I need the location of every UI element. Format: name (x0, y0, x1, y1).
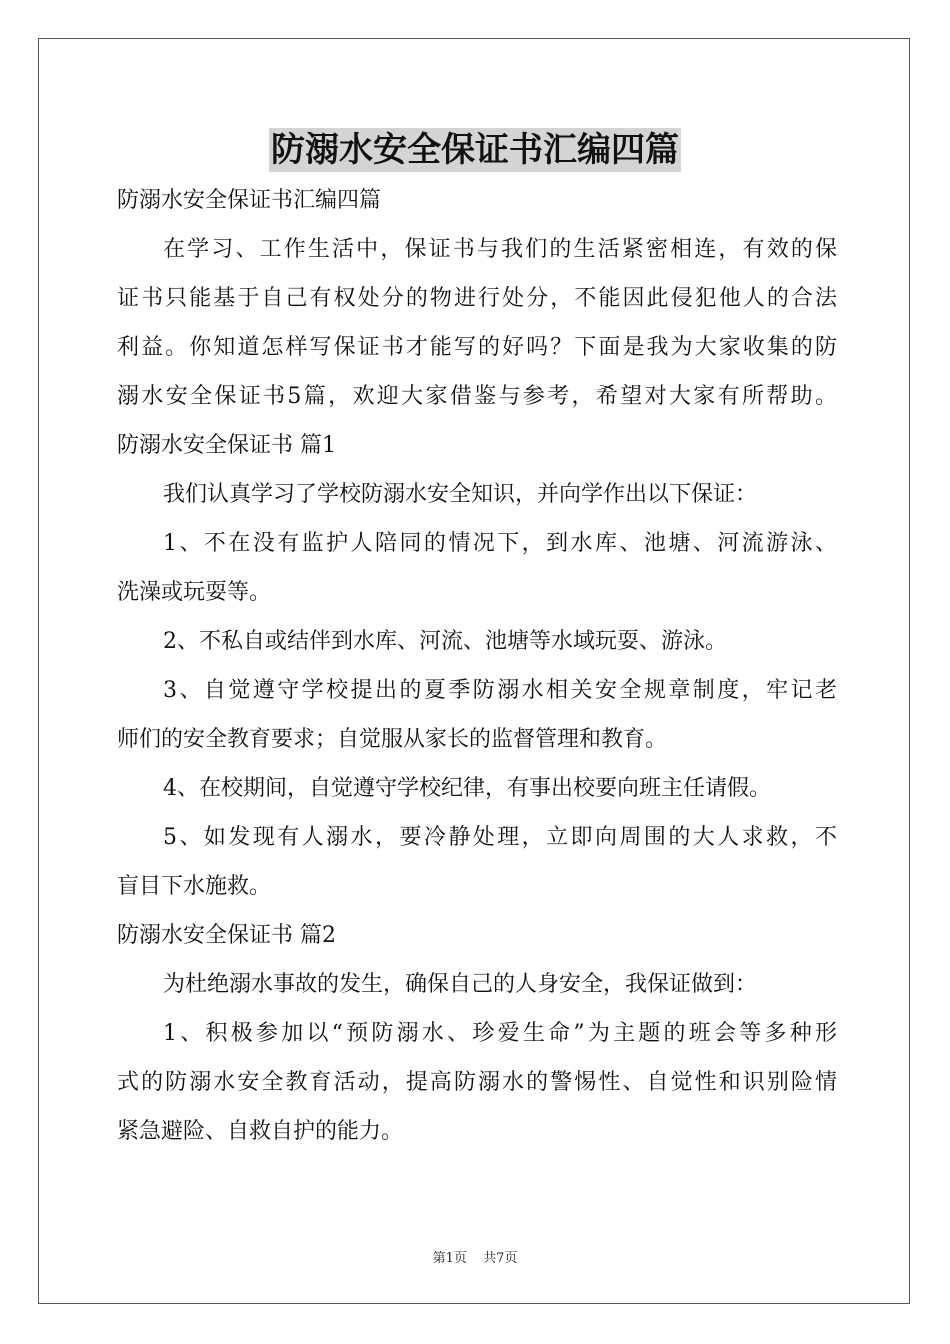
text-line: 防溺水安全保证书 篇2 (117, 923, 336, 948)
document-title: 防溺水安全保证书汇编四篇 (271, 130, 679, 170)
text-line: 4、在校期间，自觉遵守学校纪律，有事出校要向班主任请假。 (163, 776, 771, 801)
title-container (0, 128, 950, 172)
page-number: 第1页 (432, 1251, 467, 1266)
page-count: 共7页 (483, 1251, 518, 1266)
text-line: 溺水安全保证书5篇，欢迎大家借鉴与参考，希望对大家有所帮助。 (117, 384, 837, 409)
text-line: 式的防溺水安全教育活动，提高防溺水的警惕性、自觉性和识别险情 (117, 1070, 837, 1095)
text-line: 1、积极参加以“预防溺水、珍爱生命”为主题的班会等多种形 (163, 1021, 837, 1046)
text-line: 在学习、工作生活中，保证书与我们的生活紧密相连，有效的保 (163, 237, 837, 262)
text-line: 我们认真学习了学校防溺水安全知识，并向学作出以下保证： (163, 482, 758, 507)
text-line: 防溺水安全保证书汇编四篇 (117, 188, 382, 213)
text-line: 师们的安全教育要求；自觉服从家长的监督管理和教育。 (117, 727, 668, 752)
page-footer (0, 1247, 950, 1266)
text-line: 为杜绝溺水事故的发生，确保自己的人身安全，我保证做到： (163, 972, 758, 997)
text-line: 利益。你知道怎样写保证书才能写的好吗？下面是我为大家收集的防 (117, 335, 837, 360)
text-line: 洗澡或玩耍等。 (117, 580, 272, 605)
text-line: 盲目下水施救。 (117, 874, 272, 899)
text-line: 2、不私自或结伴到水库、河流、池塘等水域玩耍、游泳。 (163, 629, 727, 654)
text-line: 1、不在没有监护人陪同的情况下，到水库、池塘、河流游泳、 (163, 531, 837, 556)
text-line: 3、自觉遵守学校提出的夏季防溺水相关安全规章制度，牢记老 (163, 678, 837, 703)
text-line: 证书只能基于自己有权处分的物进行处分，不能因此侵犯他人的合法 (117, 286, 837, 311)
text-line: 紧急避险、自救自护的能力。 (117, 1119, 404, 1144)
text-line: 防溺水安全保证书 篇1 (117, 433, 336, 458)
text-line: 5、如发现有人溺水，要冷静处理，立即向周围的大人求救，不 (163, 825, 837, 850)
document-body (117, 176, 837, 1156)
